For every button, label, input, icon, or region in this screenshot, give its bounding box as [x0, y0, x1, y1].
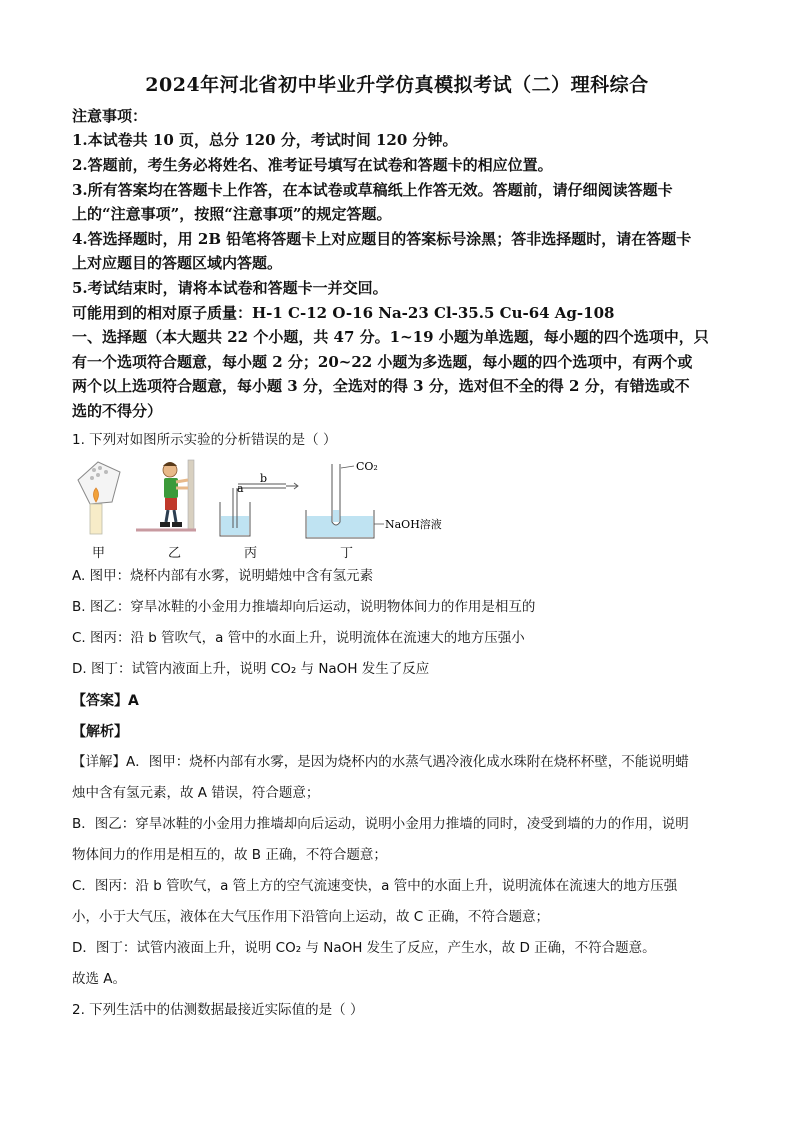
- notice-line: 上的“注意事项”，按照“注意事项”的规定答题。: [72, 205, 392, 223]
- tube-a-label: a: [237, 482, 244, 495]
- notice-line: 5.考试结束时，请将本试卷和答题卡一并交回。: [72, 279, 388, 297]
- detail-line: 【详解】A．图甲：烧杯内部有水雾，是因为烧杯内的水蒸气遇冷液化成水珠附在烧杯杯壁，不能说明蜡: [72, 754, 689, 770]
- figure-bing-tubes: [220, 483, 298, 536]
- detail-line: C．图丙：沿 b 管吹气，a 管上方的空气流速变快，a 管中的水面上升，说明流体在流速大的地方压强: [72, 878, 678, 894]
- question-1-figures: [72, 458, 472, 561]
- figure-label-yi: 乙: [168, 546, 182, 561]
- figure-jia-candle-beaker: [78, 462, 120, 534]
- section-header-line: 选的不得分）: [72, 402, 163, 420]
- exam-title: 2024年河北省初中毕业升学仿真模拟考试（二）理科综合: [145, 74, 649, 96]
- detail-line: 故选 A。: [72, 971, 127, 987]
- notice-line: 上对应题目的答题区域内答题。: [72, 254, 283, 272]
- atomic-mass-line: 可能用到的相对原子质量：H-1 C-12 O-16 Na-23 Cl-35.5 Cu-64 Ag-108: [72, 304, 615, 322]
- experiment-illustrations: [72, 458, 472, 542]
- question-1-option-b: B. 图乙：穿旱冰鞋的小金用力推墙却向后运动，说明物体间力的作用是相互的: [72, 599, 536, 615]
- question-1-analysis-label: 【解析】: [72, 724, 128, 740]
- figure-label-ding: 丁: [340, 546, 354, 561]
- question-2-stem: 2. 下列生活中的估测数据最接近实际值的是（ ）: [72, 1002, 364, 1018]
- detail-line: 烛中含有氢元素，故 A 错误，符合题意；: [72, 785, 320, 801]
- question-1-option-c: C. 图丙：沿 b 管吹气，a 管中的水面上升，说明流体在流速大的地方压强小: [72, 630, 525, 646]
- notice-line: 4.答选择题时，用 2B 铅笔将答题卡上对应题目的答案标号涂黑；答非选择题时，请在答题卡: [72, 230, 692, 248]
- notice-line: 2.答题前，考生务必将姓名、准考证号填写在试卷和答题卡的相应位置。: [72, 156, 553, 174]
- figure-ding-test-tube: [306, 464, 384, 538]
- section-header-line: 一、选择题（本大题共 22 个小题，共 47 分。1~19 小题为单选题，每小题的四个选项中，只: [72, 328, 709, 346]
- section-header-line: 两个以上选项符合题意，每小题 3 分，全选对的得 3 分，选对但不全的得 2 分，有错选或不: [72, 377, 690, 395]
- question-1-answer: 【答案】A: [72, 693, 139, 709]
- notice-line: 1.本试卷共 10 页，总分 120 分，考试时间 120 分钟。: [72, 131, 458, 149]
- detail-line: D．图丁：试管内液面上升，说明 CO₂ 与 NaOH 发生了反应，产生水，故 D 正确，不符合题意。: [72, 940, 656, 956]
- question-1-option-d: D. 图丁：试管内液面上升，说明 CO₂ 与 NaOH 发生了反应: [72, 661, 430, 677]
- detail-line: 物体间力的作用是相互的，故 B 正确，不符合题意；: [72, 847, 387, 863]
- co2-label: CO₂: [356, 460, 378, 473]
- notice-line: 3.所有答案均在答题卡上作答，在本试卷或草稿纸上作答无效。答题前，请仔细阅读答题卡: [72, 181, 673, 199]
- detail-line: B．图乙：穿旱冰鞋的小金用力推墙却向后运动，说明小金用力推墙的同时，凌受到墙的力的作用，说明: [72, 816, 689, 832]
- question-1-option-a: A. 图甲：烧杯内部有水雾，说明蜡烛中含有氢元素: [72, 568, 374, 584]
- question-1-stem: 1. 下列对如图所示实验的分析错误的是（ ）: [72, 432, 337, 448]
- section-header-line: 有一个选项符合题意，每小题 2 分；20~22 小题为多选题，每小题的四个选项中，有两个或: [72, 353, 693, 371]
- tube-b-label: b: [260, 472, 268, 485]
- figure-label-jia: 甲: [92, 546, 106, 561]
- detail-line: 小，小于大气压，液体在大气压作用下沿管向上运动，故 C 正确，不符合题意；: [72, 909, 550, 925]
- figure-yi-skater-wall: [136, 460, 196, 530]
- notice-heading: 注意事项：: [72, 107, 148, 125]
- naoh-solution-label: NaOH溶液: [385, 518, 442, 531]
- figure-label-bing: 丙: [244, 546, 258, 561]
